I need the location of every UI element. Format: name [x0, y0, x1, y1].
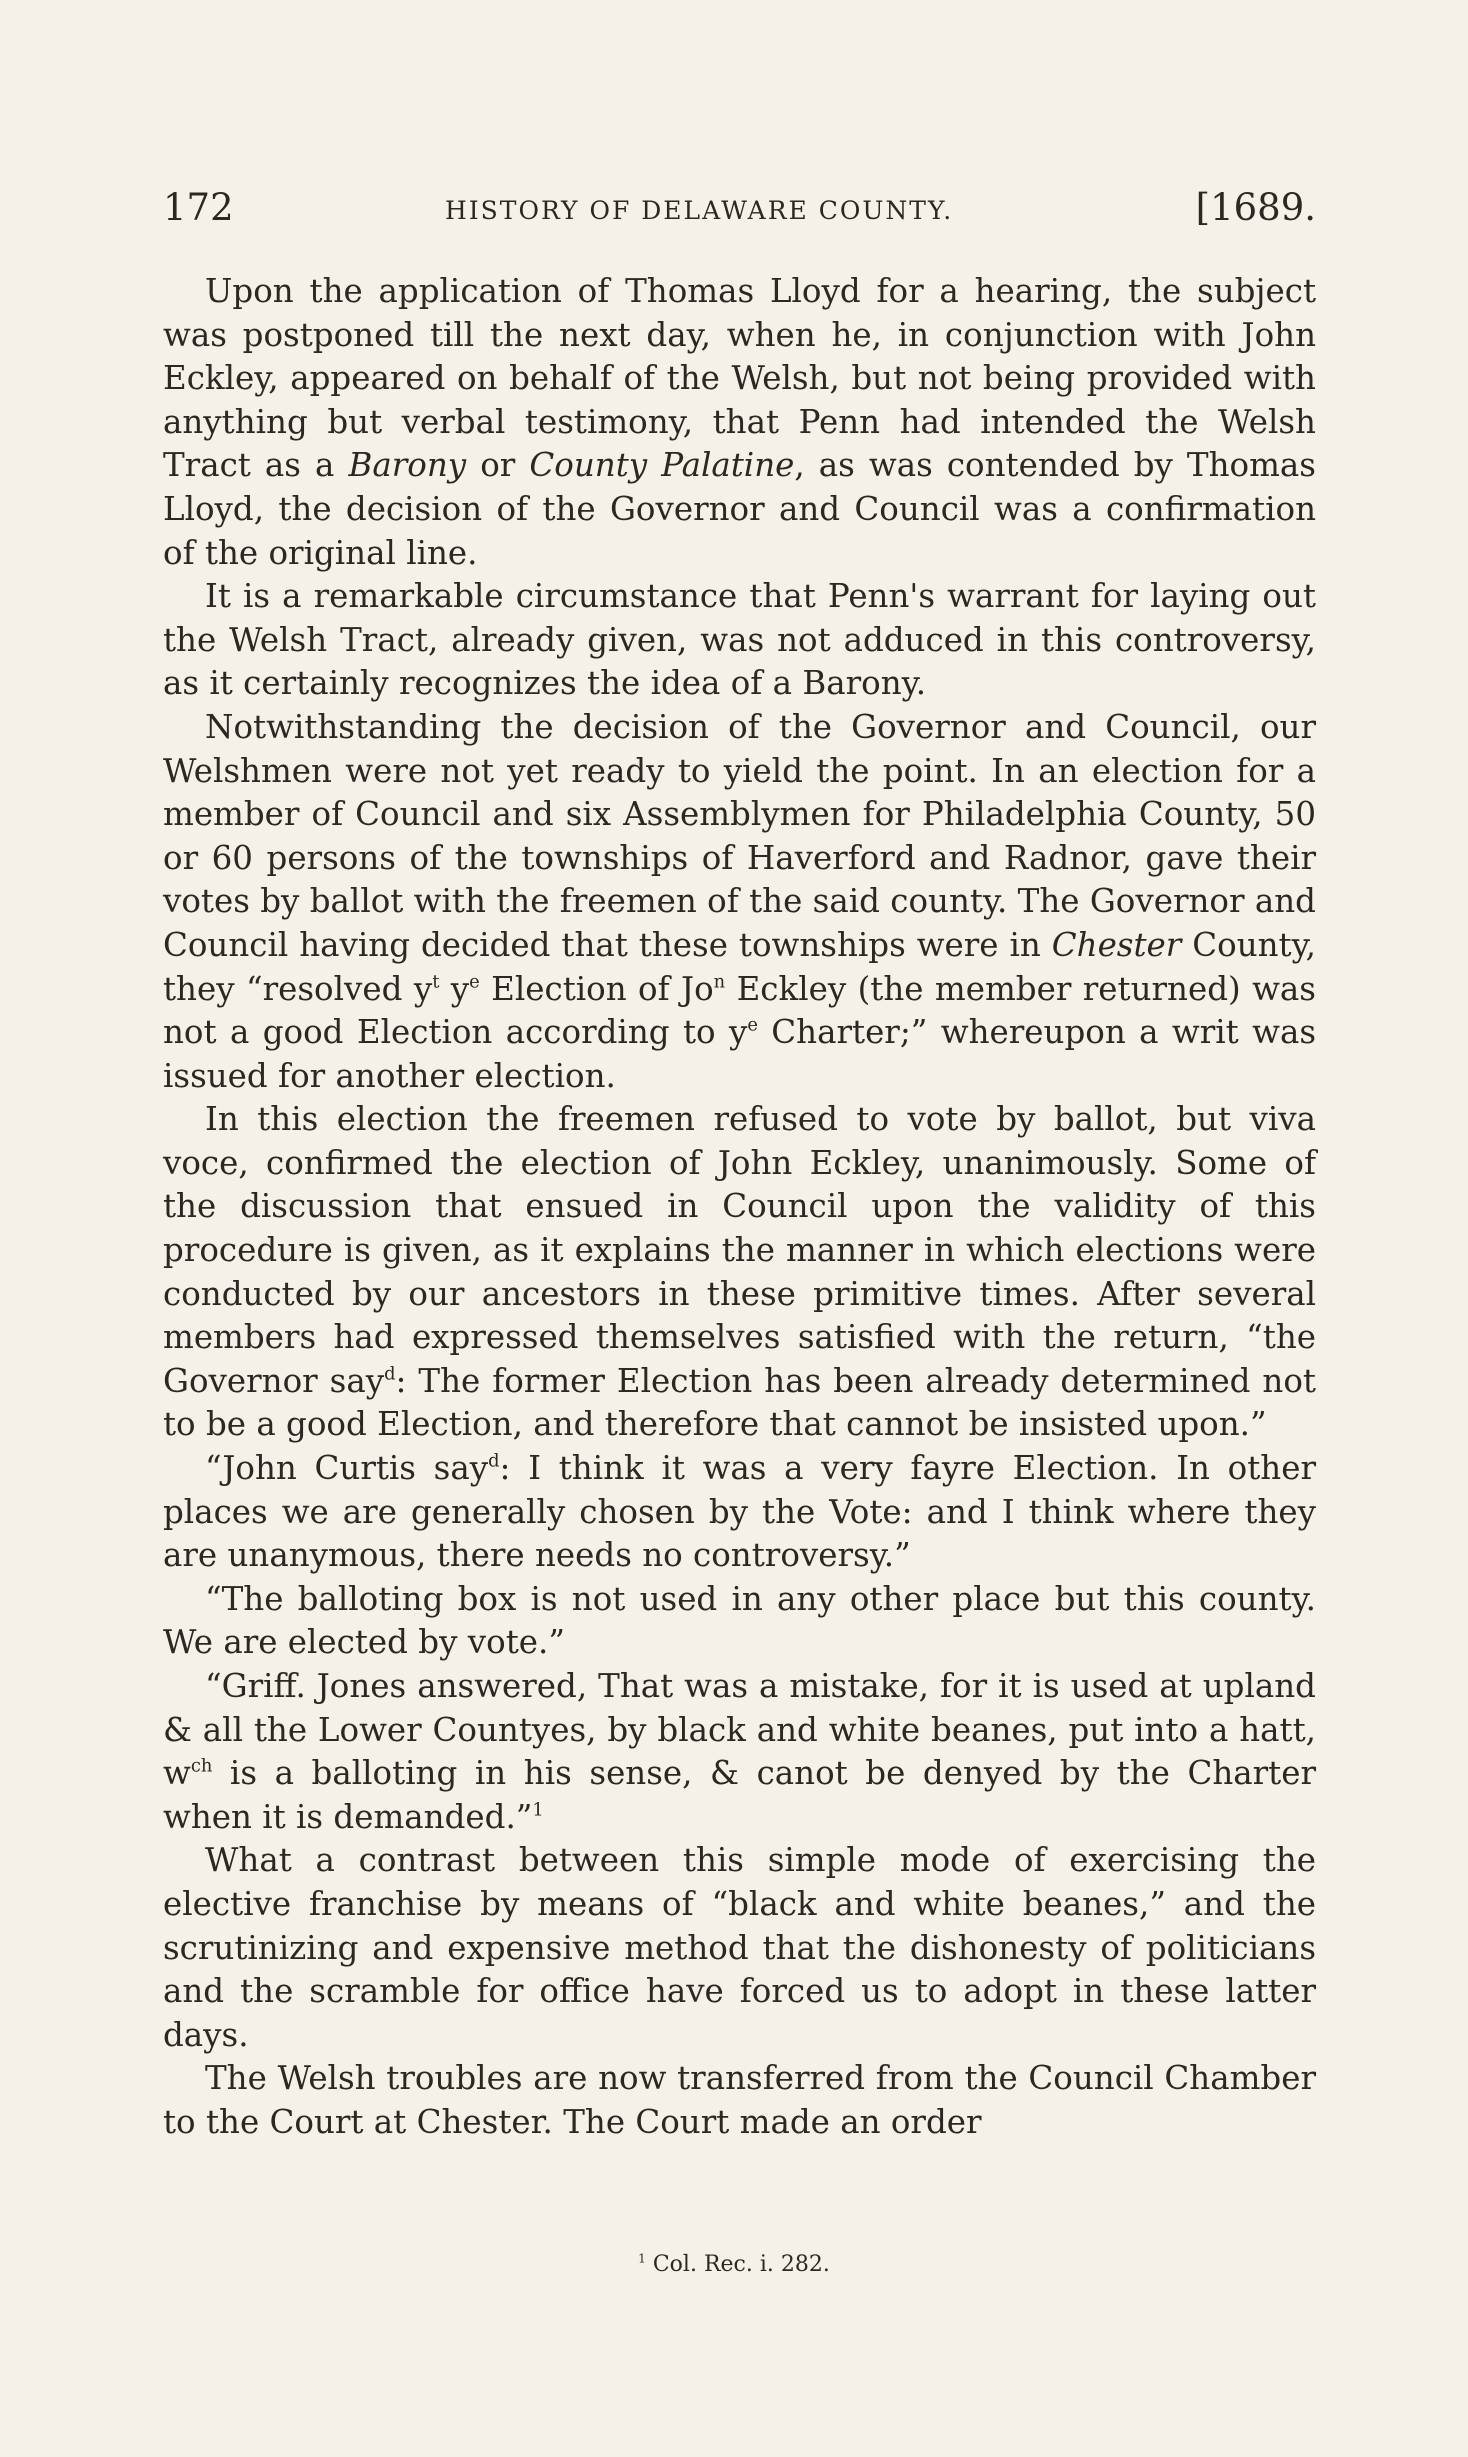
italic-text: County Palatine [529, 446, 795, 485]
paragraph [163, 1839, 1316, 2057]
paragraph [163, 706, 1316, 1098]
text-run: : I think it was a very fayre Election. In other places we are generally chosen by the Vote: and I think where they are unanymous, there needs no controversy.” [163, 1449, 1316, 1575]
page-header [163, 186, 1316, 246]
text-run: The Welsh troubles are now transferred from the Council Chamber to the Court at Chester. The Court made an order [163, 2059, 1316, 2141]
paragraph [163, 1098, 1316, 1447]
superscript: t [432, 971, 440, 992]
text-run: Upon the application of Thomas Lloyd for a hearing, the subject was postponed till the next day, when he, in conjunction with John Eckley, appeared on behalf of the Welsh, but not being provided with anything but verbal testimony, that Penn had intended the Welsh Tract as a [163, 272, 1316, 485]
footnote-text: Col. Rec. i. 282. [645, 2252, 830, 2277]
text-run: Election of Jo [479, 969, 714, 1008]
text-run: In this election the freemen refused to vote by ballot, but viva voce, confirmed the election of John Eckley, unanimously. Some of the discussion that ensued in Council upon the validity of this procedure is given, as it explains the manner in which elections were conducted by our ancestors in these primitive times. After several members had expressed themselves satisfied with the return, “the Governor say [163, 1100, 1316, 1400]
superscript: e [469, 971, 480, 992]
superscript: d [488, 1450, 500, 1472]
italic-text: Chester [1051, 925, 1182, 964]
page-number: 172 [163, 186, 234, 229]
paragraph [163, 575, 1316, 706]
text-run: “Griff. Jones answered, That was a mistake, for it is used at upland & all the Lower Countyes, by black and white beanes, put into a hatt, w [163, 1667, 1316, 1793]
footnote [0, 2252, 1468, 2277]
footnote-marker: 1 [638, 2251, 646, 2266]
text-run: y [439, 969, 470, 1008]
superscript: n [713, 971, 726, 992]
text-run: It is a remarkable circumstance that Penn's warrant for laying out the Welsh Tract, already given, was not adduced in this controversy, as it certainly recognizes the idea of a Barony. [163, 577, 1316, 703]
text-run: “The balloting box is not used in any other place but this county. We are elected by vote.” [163, 1579, 1316, 1662]
superscript: ch [190, 1755, 213, 1777]
text-run: What a contrast between this simple mode of exercising the elective franchise by means of “black and white beanes,” and the scrutinizing and expensive method that the dishonesty of politicians and the scramble for office have forced us to adopt in these latter days. [163, 1841, 1316, 2054]
paragraph [163, 2057, 1316, 2144]
text-run: Eckley (the member returned) was not a good Election according to y [163, 969, 1316, 1052]
italic-text: Barony [348, 446, 467, 485]
superscript: e [747, 1014, 758, 1036]
superscript: d [384, 1363, 396, 1385]
paragraph [163, 1578, 1316, 1665]
paragraph [163, 1665, 1316, 1839]
body-text [163, 270, 1316, 2145]
paragraph [163, 270, 1316, 575]
text-run: , as was contended by Thomas Lloyd, the decision of the Governor and Council was a confirmation of the original line. [163, 446, 1316, 572]
superscript: 1 [532, 1799, 544, 1821]
running-title: HISTORY OF DELAWARE COUNTY. [445, 196, 954, 225]
text-run: County, they “resolved y [163, 925, 1316, 1008]
text-run: Notwithstanding the decision of the Governor and Council, our Welshmen were not yet ready to yield the point. In an election for a member of Council and six Assemblymen for Philadelphia County, 50 or 60 persons of the townships of Haverford and Radnor, gave their votes by ballot with the freemen of the said county. The Governor and Council having decided that these townships were in [163, 707, 1316, 964]
text-run: or [466, 446, 530, 485]
text-run: Charter;” whereupon a writ was issued for another election. [163, 1013, 1316, 1095]
year-marker: [1689. [1195, 186, 1316, 229]
text-run: is a balloting in his sense, & canot be denyed by the Charter when it is demanded.” [163, 1754, 1316, 1836]
text-run: : The former Election has been already determined not to be a good Election, and therefore that cannot be insisted upon.” [163, 1361, 1316, 1444]
text-run: “John Curtis say [205, 1449, 489, 1488]
paragraph [163, 1447, 1316, 1578]
